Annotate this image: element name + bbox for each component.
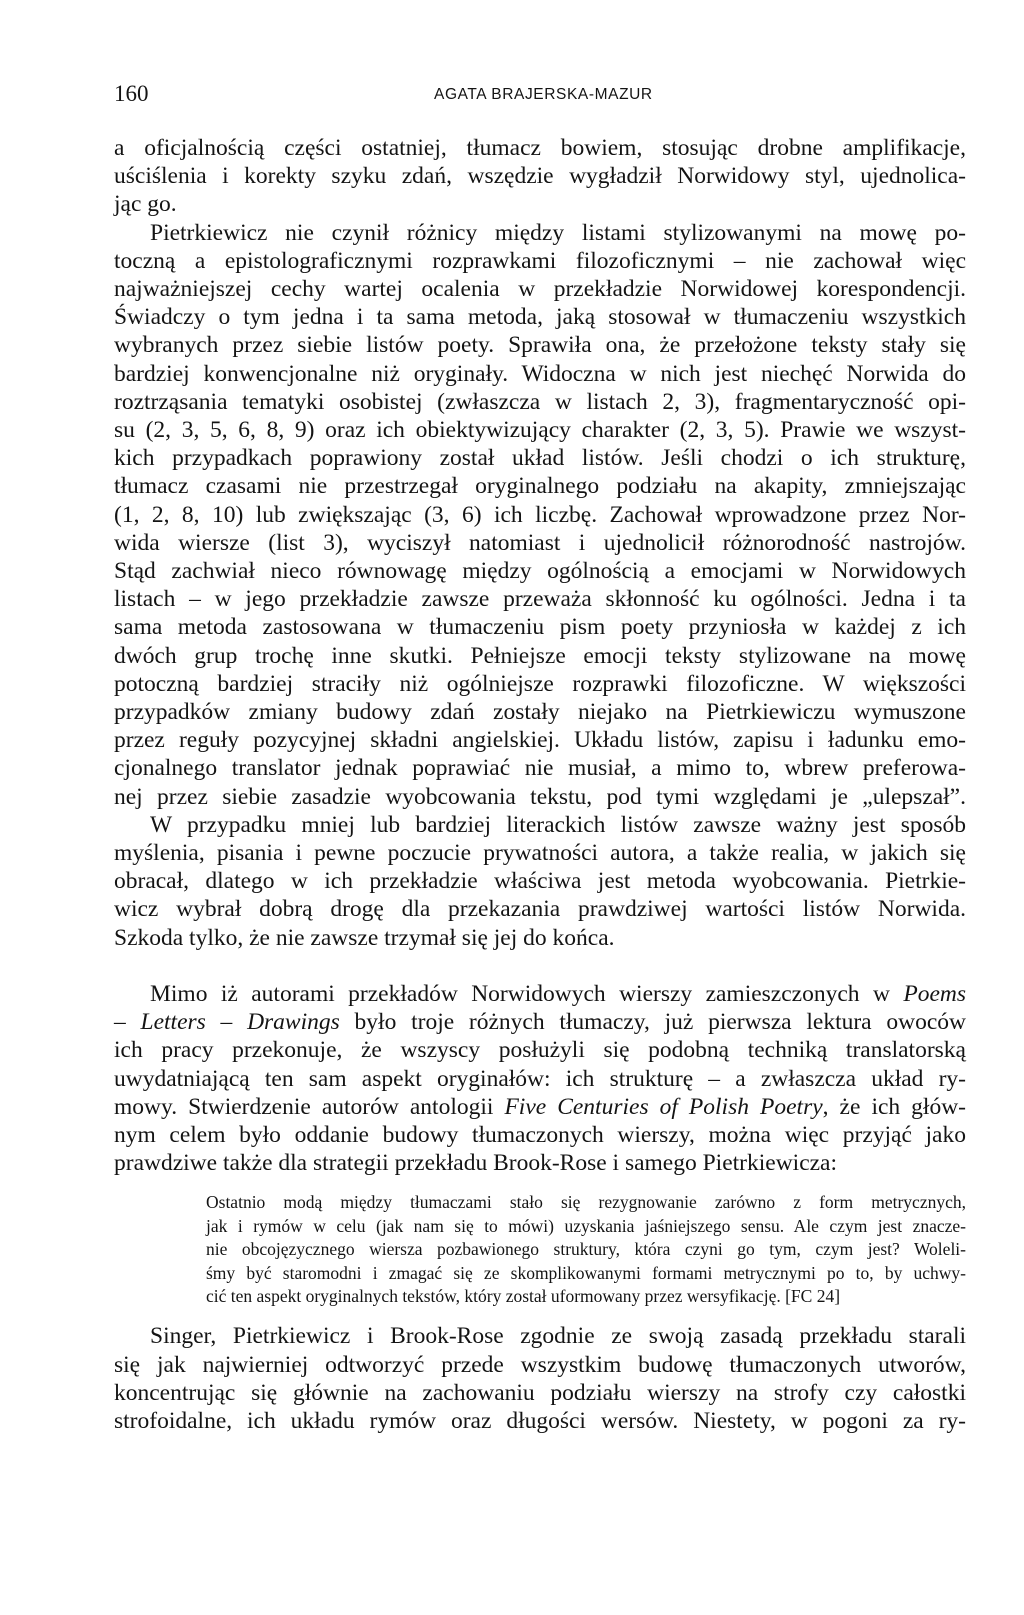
text-line: przypadków zmiany budowy zdań zostały niejako na Pietrkiewiczu wymuszone <box>114 699 966 726</box>
text-line: (1, 2, 8, 10) lub zwiększając (3, 6) ich liczbę. Zachował wprowadzone przez Nor- <box>114 501 966 528</box>
text-line: uwydatniającą ten sam aspekt oryginałów: ich strukturę – a zwłaszcza układ ry- <box>114 1065 966 1092</box>
text-line: Singer, Pietrkiewicz i Brook-Rose zgodnie ze swoją zasadą przekładu starali <box>150 1323 966 1350</box>
text-line: obracał, dlatego w ich przekładzie właściwa jest metoda wyobcowania. Pietrkie- <box>114 868 966 895</box>
text-line: toczną a epistolograficznymi rozprawkami filozoficznymi – nie zachował więc <box>114 247 966 274</box>
text-line: koncentrując się głównie na zachowaniu podziału wierszy na strofy czy całostki <box>114 1379 966 1406</box>
quote-line: cić ten aspekt oryginalnych tekstów, który został uformowany przez wersyfikację. [FC 24] <box>206 1285 841 1306</box>
text-line: Stąd zachwiał nieco równowagę między ogólnością a emocjami w Norwidowych <box>114 558 966 585</box>
text-run: mowy. Stwierdzenie autorów antologii <box>114 1093 505 1120</box>
text-line: uściślenia i korekty szyku zdań, wszędzie wygładził Norwidowy styl, ujednolica- <box>114 163 966 190</box>
text-line: bardziej konwencjonalne niż oryginały. Widoczna w nich jest niechęć Norwida do <box>114 360 966 387</box>
text-line: sama metoda zastosowana w tłumaczeniu pism poety przyniosła w każdej z ich <box>114 614 966 641</box>
book-title-italic: Five Centuries of Polish Poetry <box>504 1093 823 1120</box>
paragraph-1 <box>114 134 966 219</box>
block-quote <box>206 1191 966 1308</box>
book-title-italic: – Letters – Drawings <box>114 1009 340 1036</box>
text-line: Pietrkiewicz nie czynił różnicy między listami stylizowanymi na mowę po- <box>150 219 966 246</box>
text-line: się jak najwierniej odtworzyć przede wszystkim budowę tłumaczonych utworów, <box>114 1351 966 1378</box>
paragraph-2 <box>114 219 966 811</box>
text-line: wicz wybrał dobrą drogę dla przekazania prawdziwej wartości listów Norwida. <box>114 896 966 923</box>
paragraph-4 <box>114 980 966 1177</box>
page-header <box>114 79 966 109</box>
text-run: było troje różnych tłumaczy, już pierwsza lektura owoców <box>339 1009 966 1036</box>
text-line: Szkoda tylko, że nie zawsze trzymał się jej do końca. <box>114 924 615 951</box>
book-title-italic: Poems <box>903 980 966 1007</box>
quote-line: jak i rymów w celu (jak nam się to mówi) uzyskania jaśniejszego sensu. Ale czym jest znacze- <box>206 1215 966 1236</box>
text-line: prawdziwe także dla strategii przekładu Brook-Rose i samego Pietrkiewicza: <box>114 1150 838 1177</box>
text-line <box>114 980 966 1008</box>
text-line: jąc go. <box>114 191 177 218</box>
text-run: Mimo iż autorami przekładów Norwidowych wierszy zamieszczonych w <box>150 980 904 1007</box>
text-line: kich przypadkach poprawiony został układ listów. Jeśli chodzi o ich strukturę, <box>114 445 966 472</box>
page-number: 160 <box>114 81 149 106</box>
text-line: tłumacz czasami nie przestrzegał oryginalnego podziału na akapity, zmniejszając <box>114 473 966 500</box>
text-line: nym celem było oddanie budowy tłumaczonych wierszy, można więc przyjąć jako <box>114 1121 966 1148</box>
text-line <box>114 1008 966 1036</box>
text-line: Świadczy o tym jedna i ta sama metoda, jaką stosował w tłumaczeniu wszystkich <box>114 304 966 331</box>
text-line: strofoidalne, ich układu rymów oraz długości wersów. Niestety, w pogoni za ry- <box>114 1407 966 1434</box>
text-line: W przypadku mniej lub bardziej literackich listów zawsze ważny jest sposób <box>150 811 966 838</box>
quote-line: nie obcojęzycznego wiersza pozbawionego struktury, która czyni go tym, czym jest? Woleli- <box>206 1239 966 1260</box>
paragraph-5 <box>114 1322 966 1435</box>
section-gap <box>114 952 966 980</box>
text-run: , że ich głów- <box>822 1093 967 1120</box>
text-line: listach – w jego przekładzie zawsze przeważa skłonność ku ogólności. Jedna i ta <box>114 586 966 613</box>
text-line: a oficjalnością części ostatniej, tłumacz bowiem, stosując drobne amplifikacje, <box>114 135 966 161</box>
paragraph-3 <box>114 811 966 952</box>
quote-line: Ostatnio modą między tłumaczami stało się rezygnowanie zarówno z form metrycznych, <box>206 1192 966 1213</box>
text-line: przez reguły pozycyjnej składni angielskiej. Układu listów, zapisu i ładunku emo- <box>114 727 966 754</box>
text-line: potoczną bardziej straciły niż ogólniejsze rozprawki filozoficzne. W większości <box>114 670 966 697</box>
text-line: nej przez siebie zasadzie wyobcowania tekstu, pod tymi względami je „ulepszał”. <box>114 783 966 810</box>
quote-line: śmy być staromodni i zmagać się ze skomplikowanymi formami metrycznymi po to, by uchwy- <box>206 1262 966 1283</box>
text-line: wida wiersze (list 3), wyciszył natomiast i ujednolicił różnorodność nastrojów. <box>114 529 966 556</box>
text-line: cjonalnego translator jednak poprawiać nie musiał, a mimo to, wbrew preferowa- <box>114 755 966 782</box>
text-line: myślenia, pisania i pewne poczucie prywatności autora, a także realia, w jakich się <box>114 840 966 867</box>
text-line: su (2, 3, 5, 6, 8, 9) oraz ich obiektywizujący charakter (2, 3, 5). Prawie we wszyst- <box>114 417 966 444</box>
text-line: wybranych przez siebie listów poety. Sprawiła ona, że przełożone teksty stały się <box>114 332 966 359</box>
body-text <box>114 134 966 1435</box>
text-line: ich pracy przekonuje, że wszyscy posłużyli się podobną techniką translatorską <box>114 1037 966 1064</box>
text-line <box>114 1093 966 1121</box>
running-head: AGATA BRAJERSKA-MAZUR <box>434 86 653 103</box>
text-line: dwóch grup trochę inne skutki. Pełniejsze emocji teksty stylizowane na mowę <box>114 642 966 669</box>
text-line: najważniejszej cechy wartej ocalenia w przekładzie Norwidowej korespondencji. <box>114 276 966 303</box>
text-line: roztrząsania tematyki osobistej (zwłaszcza w listach 2, 3), fragmentaryczność opi- <box>114 388 966 415</box>
